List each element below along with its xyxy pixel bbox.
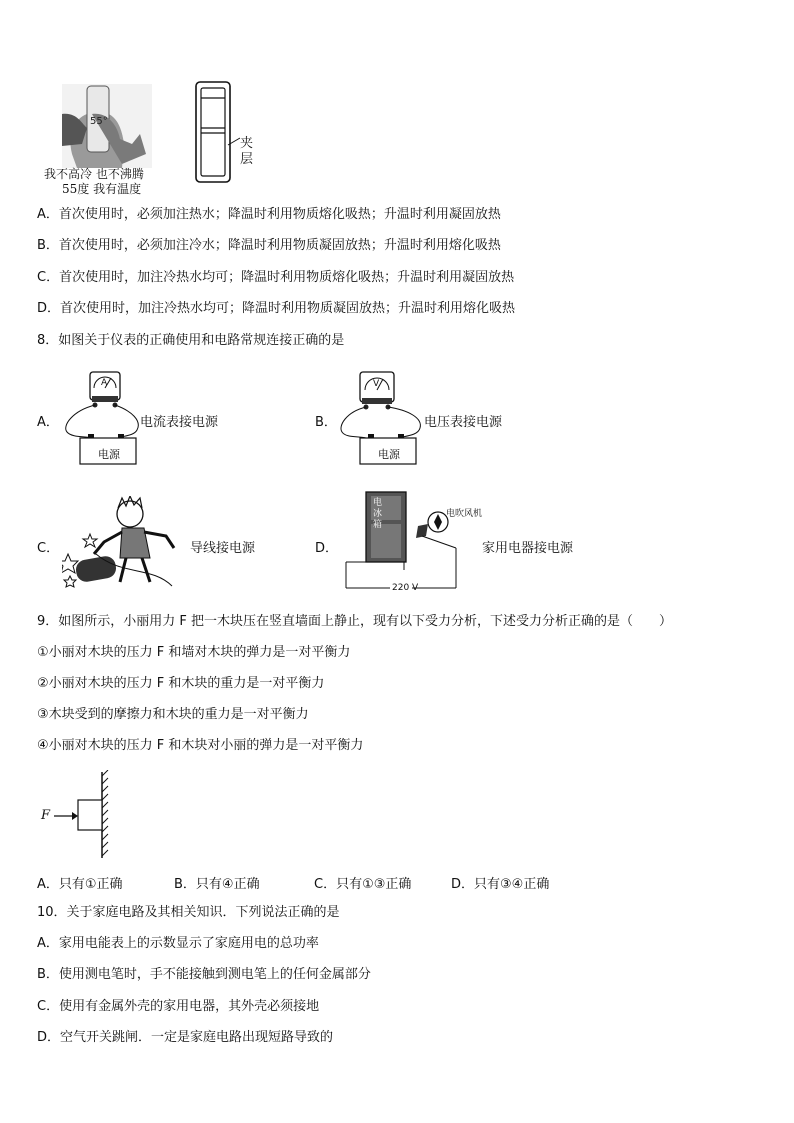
q7-option-b: B．首次使用时，必须加注冷水；降温时利用物质凝固放热；升温时利用熔化吸热 [37, 238, 501, 253]
q7-option-d: D．首次使用时，加注冷热水均可；降温时利用物质凝固放热；升温时利用熔化吸热 [37, 301, 516, 316]
q9-option-b: B．只有④正确 [174, 877, 260, 892]
q8-a-label: 电流表接电源 [140, 415, 219, 430]
q9-statement-3: ③木块受到的摩擦力和木块的重力是一对平衡力 [37, 707, 309, 722]
fridge-label: 电冰箱 [373, 498, 383, 530]
cup-caption-line1: 我不高冷 也不沸腾 [44, 167, 144, 181]
voltage-label: 220 V [392, 583, 419, 593]
ammeter-circuit-figure [62, 366, 142, 466]
voltmeter-source-label: 电源 [378, 448, 400, 461]
q7-option-c: C．首次使用时，加注冷热水均可；降温时利用物质熔化吸热；升温时利用凝固放热 [37, 270, 515, 285]
ammeter-source-label: 电源 [98, 448, 120, 461]
q9-statement-2: ②小丽对木块的压力 F 和木块的重力是一对平衡力 [37, 676, 325, 691]
q8-c-letter: C． [37, 541, 60, 556]
voltmeter-symbol: V [373, 379, 380, 389]
q10-option-b: B．使用测电笔时，手不能接触到测电笔上的任何金属部分 [37, 967, 371, 982]
layer-label-1: 夹 [240, 136, 254, 151]
q8-d-letter: D． [315, 541, 339, 556]
q9-option-a: A．只有①正确 [37, 877, 123, 892]
layer-label-2: 层 [240, 152, 254, 167]
q8-a-letter: A． [37, 415, 59, 430]
cup-temp-label: 55° [90, 116, 108, 127]
dryer-label: 电吹风机 [446, 509, 483, 519]
voltmeter-circuit-figure [338, 366, 428, 466]
cup-photo [62, 84, 152, 168]
cup-caption-line2: 55度 我有温度 [62, 182, 142, 196]
q9-option-d: D．只有③④正确 [451, 877, 550, 892]
q8-stem: 8．如图关于仪表的正确使用和电路常规连接正确的是 [37, 333, 345, 348]
q10-option-a: A．家用电能表上的示数显示了家庭用电的总功率 [37, 936, 319, 951]
q10-stem: 10．关于家庭电路及其相关知识．下列说法正确的是 [37, 905, 340, 920]
q10-option-d: D．空气开关跳闸．一定是家庭电路出现短路导致的 [37, 1030, 334, 1045]
q8-b-letter: B． [315, 415, 337, 430]
q9-stem: 9．如图所示，小丽用力 F 把一木块压在竖直墙面上静止，现有以下受力分析，下述受力分析正确的是（ ） [37, 614, 673, 629]
q10-option-c: C．使用有金属外壳的家用电器，其外壳必须接地 [37, 999, 320, 1014]
q8-b-label: 电压表接电源 [424, 415, 503, 430]
cup-cross-section [194, 80, 264, 186]
ammeter-symbol: A [101, 378, 108, 388]
shocked-boy-figure [62, 496, 180, 590]
block-wall-figure [38, 770, 118, 860]
q8-d-label: 家用电器接电源 [482, 541, 574, 556]
appliances-circuit-figure [338, 488, 488, 598]
q9-option-c: C．只有①③正确 [314, 877, 412, 892]
force-label: F [41, 808, 51, 823]
q7-option-a: A．首次使用时，必须加注热水；降温时利用物质熔化吸热；升温时利用凝固放热 [37, 207, 501, 222]
q8-c-label: 导线接电源 [190, 541, 256, 556]
q9-statement-4: ④小丽对木块的压力 F 和木块对小丽的弹力是一对平衡力 [37, 738, 364, 753]
q9-statement-1: ①小丽对木块的压力 F 和墙对木块的弹力是一对平衡力 [37, 645, 351, 660]
